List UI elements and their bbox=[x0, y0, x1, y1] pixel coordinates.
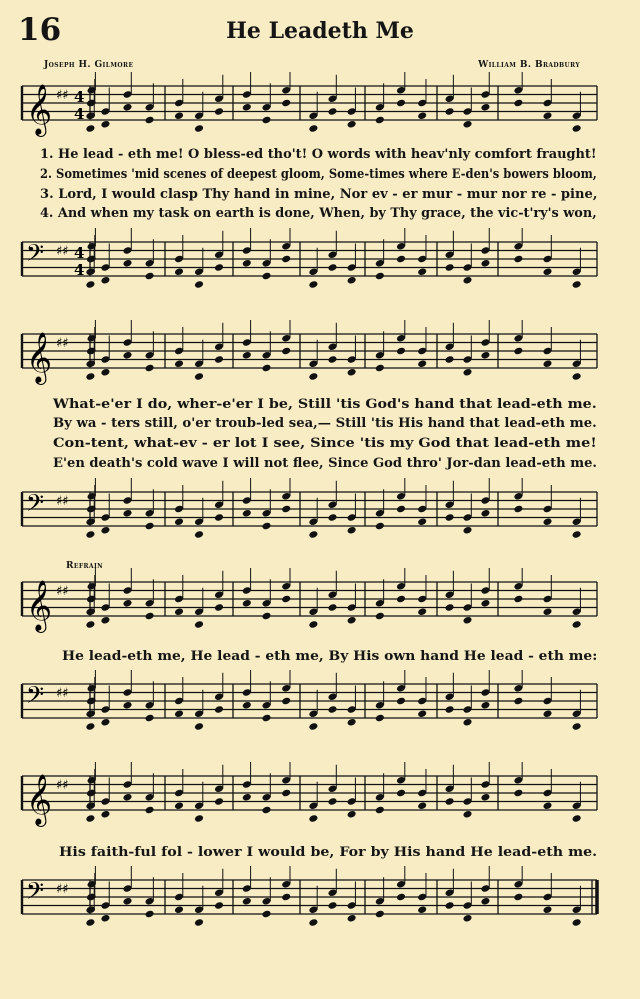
time-signature-top: 4 bbox=[74, 244, 85, 262]
notehead bbox=[480, 793, 490, 802]
notehead bbox=[261, 714, 271, 723]
notehead bbox=[194, 530, 204, 539]
notehead bbox=[347, 810, 357, 819]
notehead bbox=[445, 901, 455, 910]
notehead bbox=[480, 509, 490, 518]
notehead bbox=[281, 789, 291, 798]
notehead bbox=[214, 513, 224, 522]
notehead bbox=[417, 267, 427, 276]
notehead bbox=[261, 272, 271, 281]
notehead bbox=[194, 124, 204, 133]
bass-staff bbox=[0, 670, 640, 750]
notehead bbox=[308, 814, 318, 823]
notehead bbox=[396, 505, 406, 514]
notehead bbox=[417, 709, 427, 718]
notehead bbox=[445, 355, 455, 364]
notehead bbox=[396, 697, 406, 706]
notehead bbox=[174, 607, 184, 616]
notehead bbox=[308, 620, 318, 629]
refrain-line: He lead-eth me, He lead - eth me, By His own hand He lead - eth me: bbox=[62, 649, 598, 664]
treble-staff bbox=[0, 72, 640, 152]
notehead bbox=[480, 701, 490, 710]
refrain-line: His faith-ful fol - lower I would be, For by His hand He lead-eth me. bbox=[59, 845, 598, 860]
notehead bbox=[347, 616, 357, 625]
notehead bbox=[572, 280, 582, 289]
notehead bbox=[462, 616, 472, 625]
notehead bbox=[542, 111, 552, 120]
notehead bbox=[462, 810, 472, 819]
notehead bbox=[85, 918, 95, 927]
notehead bbox=[145, 910, 155, 919]
notehead bbox=[261, 522, 271, 531]
notehead bbox=[100, 718, 110, 727]
key-signature-sharp-icon: ♯♯ bbox=[56, 87, 69, 103]
treble-clef-icon: 𝄞 bbox=[26, 332, 53, 383]
notehead bbox=[122, 103, 132, 112]
notehead bbox=[513, 255, 523, 264]
notehead bbox=[327, 705, 337, 714]
notehead bbox=[347, 526, 357, 535]
notehead bbox=[242, 701, 252, 710]
treble-staff bbox=[0, 320, 640, 400]
notehead bbox=[480, 351, 490, 360]
notehead bbox=[375, 522, 385, 531]
notehead bbox=[445, 797, 455, 806]
notehead bbox=[542, 607, 552, 616]
key-signature-sharp-icon: ♯♯ bbox=[56, 243, 69, 259]
notehead bbox=[327, 263, 337, 272]
verse-line: Con-tent, what-ev - er lot I see, Since 'tis my God that lead-eth me! bbox=[53, 436, 597, 451]
notehead bbox=[261, 910, 271, 919]
verse-line: What-e'er I do, wher-e'er I be, Still 'tis God's hand that lead-eth me. bbox=[53, 397, 597, 412]
notehead bbox=[417, 517, 427, 526]
notehead bbox=[174, 905, 184, 914]
notehead bbox=[572, 722, 582, 731]
notehead bbox=[145, 612, 155, 621]
verse-line: 4. And when my task on earth is done, When, by Thy grace, the vic-t'ry's won, bbox=[40, 206, 597, 221]
words-credit: Joseph H. Gilmore bbox=[44, 60, 134, 70]
notehead bbox=[445, 603, 455, 612]
notehead bbox=[242, 509, 252, 518]
notehead bbox=[85, 530, 95, 539]
notehead bbox=[417, 359, 427, 368]
bass-clef-icon: 𝄢 bbox=[26, 489, 45, 522]
notehead bbox=[85, 280, 95, 289]
notehead bbox=[145, 116, 155, 125]
treble-staff bbox=[0, 568, 640, 648]
notehead bbox=[194, 918, 204, 927]
notehead bbox=[100, 120, 110, 129]
notehead bbox=[85, 124, 95, 133]
notehead bbox=[480, 103, 490, 112]
notehead bbox=[445, 513, 455, 522]
notehead bbox=[375, 116, 385, 125]
notehead bbox=[375, 364, 385, 373]
key-signature-sharp-icon: ♯♯ bbox=[56, 685, 69, 701]
verse-line: By wa - ters still, o'er troub-led sea,— Still 'tis His hand that lead-eth me. bbox=[53, 416, 597, 431]
treble-clef-icon: 𝄞 bbox=[26, 84, 53, 135]
notehead bbox=[174, 517, 184, 526]
notehead bbox=[100, 914, 110, 923]
notehead bbox=[347, 914, 357, 923]
notehead bbox=[572, 620, 582, 629]
notehead bbox=[327, 901, 337, 910]
notehead bbox=[375, 714, 385, 723]
notehead bbox=[375, 910, 385, 919]
notehead bbox=[194, 722, 204, 731]
notehead bbox=[347, 276, 357, 285]
notehead bbox=[462, 368, 472, 377]
notehead bbox=[281, 595, 291, 604]
notehead bbox=[396, 99, 406, 108]
notehead bbox=[145, 272, 155, 281]
notehead bbox=[122, 351, 132, 360]
notehead bbox=[347, 368, 357, 377]
music-credit: William B. Bradbury bbox=[478, 60, 580, 70]
notehead bbox=[100, 368, 110, 377]
notehead bbox=[327, 107, 337, 116]
notehead bbox=[100, 616, 110, 625]
notehead bbox=[396, 789, 406, 798]
notehead bbox=[396, 255, 406, 264]
notehead bbox=[445, 705, 455, 714]
notehead bbox=[462, 526, 472, 535]
notehead bbox=[327, 513, 337, 522]
bass-clef-icon: 𝄢 bbox=[26, 239, 45, 272]
notehead bbox=[542, 267, 552, 276]
notehead bbox=[445, 107, 455, 116]
notehead bbox=[417, 801, 427, 810]
notehead bbox=[281, 697, 291, 706]
treble-staff bbox=[0, 762, 640, 842]
notehead bbox=[281, 347, 291, 356]
notehead bbox=[513, 595, 523, 604]
notehead bbox=[194, 280, 204, 289]
notehead bbox=[100, 276, 110, 285]
notehead bbox=[375, 272, 385, 281]
notehead bbox=[85, 722, 95, 731]
verse-line: 3. Lord, I would clasp Thy hand in mine, Nor ev - er mur - mur nor re - pine, bbox=[40, 187, 598, 202]
notehead bbox=[572, 814, 582, 823]
time-signature-top: 4 bbox=[74, 88, 85, 106]
notehead bbox=[174, 359, 184, 368]
page-number: 16 bbox=[18, 12, 62, 48]
notehead bbox=[462, 718, 472, 727]
notehead bbox=[542, 905, 552, 914]
treble-clef-icon: 𝄞 bbox=[26, 774, 53, 825]
notehead bbox=[281, 99, 291, 108]
notehead bbox=[261, 806, 271, 815]
notehead bbox=[214, 797, 224, 806]
notehead bbox=[396, 595, 406, 604]
notehead bbox=[214, 901, 224, 910]
notehead bbox=[194, 814, 204, 823]
notehead bbox=[513, 99, 523, 108]
notehead bbox=[122, 509, 132, 518]
bass-clef-icon: 𝄢 bbox=[26, 681, 45, 714]
notehead bbox=[145, 806, 155, 815]
notehead bbox=[308, 530, 318, 539]
notehead bbox=[327, 355, 337, 364]
key-signature-sharp-icon: ♯♯ bbox=[56, 493, 69, 509]
key-signature-sharp-icon: ♯♯ bbox=[56, 335, 69, 351]
notehead bbox=[174, 709, 184, 718]
notehead bbox=[122, 701, 132, 710]
notehead bbox=[327, 797, 337, 806]
notehead bbox=[572, 372, 582, 381]
notehead bbox=[462, 120, 472, 129]
bass-clef-icon: 𝄢 bbox=[26, 877, 45, 910]
notehead bbox=[145, 522, 155, 531]
notehead bbox=[214, 263, 224, 272]
notehead bbox=[480, 599, 490, 608]
notehead bbox=[417, 111, 427, 120]
notehead bbox=[572, 530, 582, 539]
notehead bbox=[145, 364, 155, 373]
notehead bbox=[242, 793, 252, 802]
notehead bbox=[396, 347, 406, 356]
notehead bbox=[242, 599, 252, 608]
hymn-title: He Leadeth Me bbox=[226, 18, 414, 44]
notehead bbox=[308, 372, 318, 381]
notehead bbox=[375, 612, 385, 621]
notehead bbox=[214, 107, 224, 116]
notehead bbox=[347, 718, 357, 727]
notehead bbox=[542, 709, 552, 718]
notehead bbox=[174, 801, 184, 810]
notehead bbox=[281, 255, 291, 264]
notehead bbox=[572, 124, 582, 133]
verse-line: 2. Sometimes 'mid scenes of deepest gloom, Some-times where E-den's bowers bloom, bbox=[40, 167, 597, 182]
notehead bbox=[542, 517, 552, 526]
notehead bbox=[85, 814, 95, 823]
refrain-label: Refrain bbox=[66, 561, 104, 571]
notehead bbox=[445, 263, 455, 272]
notehead bbox=[462, 914, 472, 923]
notehead bbox=[375, 806, 385, 815]
notehead bbox=[242, 259, 252, 268]
notehead bbox=[281, 505, 291, 514]
time-signature-bottom: 4 bbox=[74, 261, 85, 279]
notehead bbox=[572, 918, 582, 927]
notehead bbox=[194, 372, 204, 381]
notehead bbox=[214, 705, 224, 714]
notehead bbox=[542, 801, 552, 810]
notehead bbox=[174, 111, 184, 120]
verse-line: E'en death's cold wave I will not flee, Since God thro' Jor-dan lead-eth me. bbox=[53, 456, 597, 471]
notehead bbox=[308, 918, 318, 927]
notehead bbox=[100, 526, 110, 535]
notehead bbox=[145, 714, 155, 723]
notehead bbox=[122, 897, 132, 906]
notehead bbox=[417, 607, 427, 616]
notehead bbox=[308, 280, 318, 289]
notehead bbox=[85, 620, 95, 629]
notehead bbox=[480, 259, 490, 268]
notehead bbox=[214, 355, 224, 364]
notehead bbox=[122, 599, 132, 608]
notehead bbox=[242, 897, 252, 906]
notehead bbox=[513, 505, 523, 514]
notehead bbox=[308, 124, 318, 133]
notehead bbox=[327, 603, 337, 612]
bass-staff bbox=[0, 478, 640, 558]
notehead bbox=[122, 259, 132, 268]
notehead bbox=[214, 603, 224, 612]
notehead bbox=[462, 276, 472, 285]
notehead bbox=[417, 905, 427, 914]
notehead bbox=[513, 697, 523, 706]
notehead bbox=[242, 103, 252, 112]
notehead bbox=[261, 364, 271, 373]
key-signature-sharp-icon: ♯♯ bbox=[56, 777, 69, 793]
notehead bbox=[174, 267, 184, 276]
key-signature-sharp-icon: ♯♯ bbox=[56, 881, 69, 897]
notehead bbox=[242, 351, 252, 360]
bass-staff bbox=[0, 228, 640, 308]
notehead bbox=[85, 372, 95, 381]
notehead bbox=[396, 893, 406, 902]
notehead bbox=[261, 612, 271, 621]
notehead bbox=[122, 793, 132, 802]
notehead bbox=[542, 359, 552, 368]
notehead bbox=[513, 347, 523, 356]
bass-staff bbox=[0, 866, 640, 946]
notehead bbox=[347, 120, 357, 129]
time-signature-bottom: 4 bbox=[74, 105, 85, 123]
key-signature-sharp-icon: ♯♯ bbox=[56, 583, 69, 599]
notehead bbox=[281, 893, 291, 902]
notehead bbox=[308, 722, 318, 731]
notehead bbox=[513, 789, 523, 798]
notehead bbox=[513, 893, 523, 902]
notehead bbox=[194, 620, 204, 629]
verse-line: 1. He lead - eth me! O bless-ed tho't! O words with heav'nly comfort fraught! bbox=[40, 147, 597, 162]
treble-clef-icon: 𝄞 bbox=[26, 580, 53, 631]
notehead bbox=[261, 116, 271, 125]
notehead bbox=[480, 897, 490, 906]
notehead bbox=[100, 810, 110, 819]
